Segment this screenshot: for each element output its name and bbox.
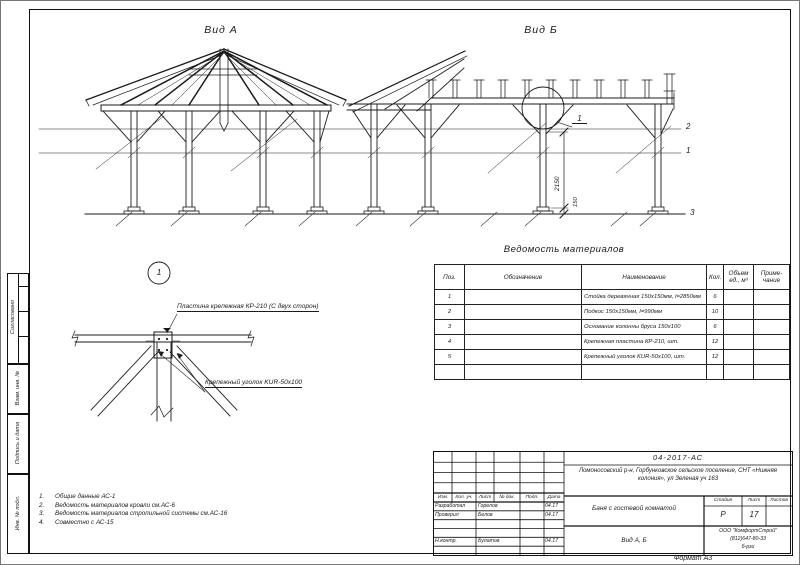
header-kol: Кол. уч. [455, 495, 473, 500]
note-number: 1. [39, 493, 45, 500]
cell-name: Основание колонны бруса 150х100 [582, 320, 707, 335]
general-notes [39, 493, 227, 527]
note-text: Ведомость материалов кровли см.АС-6 [55, 501, 176, 509]
checked-date: 04.17 [545, 511, 558, 518]
header-data: Дата [547, 495, 561, 500]
cell-pos: 2 [435, 305, 465, 320]
cell-pos: 3 [435, 320, 465, 335]
developed-date: 04.17 [545, 503, 558, 509]
cell-designation [465, 365, 582, 380]
company-phone: (812)647-80-33 [730, 536, 766, 542]
header-stage: Стадия [713, 498, 733, 503]
cell-volume [724, 290, 754, 305]
cell-name: Стойка деревянная 150х150мм, l=2850мм [582, 290, 707, 305]
cell-qty: 10 [707, 305, 724, 320]
cell-pos [435, 365, 465, 380]
view-b-label: Вид Б [524, 24, 558, 36]
cell-volume [724, 365, 754, 380]
cell-name [582, 365, 707, 380]
table-row [435, 320, 790, 335]
cell-qty: 12 [707, 335, 724, 350]
strip-label-vzam: Взам. инв. № [15, 370, 21, 406]
cell-volume [724, 305, 754, 320]
level-marker-3: 3 [690, 208, 695, 217]
sheet-number-value: 17 [749, 510, 759, 519]
cell-volume [724, 335, 754, 350]
developed-name: Горелов [478, 503, 498, 509]
note-text: Ведомость материалов стропильной системы см.АС-16 [55, 510, 228, 518]
cell-name: Крепежный уголок KUR-50х100, шт. [582, 350, 707, 365]
table-row [435, 290, 790, 305]
developed-label: Разработал [435, 503, 466, 509]
document-number: 04-2017-АС [652, 453, 704, 462]
project-address: Ломоносовский р-н, Горбунковское сельское поселение, СНТ «Нижняя колония», ул Зеленая уч 163 [578, 468, 777, 482]
note-text: Совместно с АС-15 [55, 518, 114, 526]
col-header-volume: Объем ед., м³ [724, 265, 754, 290]
note-text: Общие данные АС-1 [55, 493, 116, 500]
header-list: Лист [478, 495, 492, 500]
dim-base-150: 150 [573, 197, 579, 207]
note-item [39, 493, 227, 502]
cell-qty: 6 [707, 290, 724, 305]
view-a-label: Вид А [204, 24, 238, 36]
cell-name: Подкос 150х150мм, l=990мм [582, 305, 707, 320]
cell-pos: 1 [435, 290, 465, 305]
header-podp: Подп. [525, 495, 539, 500]
col-header-qty: Кол. [707, 265, 724, 290]
note-item [39, 519, 227, 528]
table-row [435, 365, 790, 380]
cell-name: Крепежная пластина КР-210, шт. [582, 335, 707, 350]
sheet-view-title: Вид А, Б [621, 537, 647, 544]
strip-divider [18, 286, 29, 287]
cell-qty: 6 [707, 320, 724, 335]
dim-height-2150: 2150 [554, 176, 561, 191]
project-title: Баня с гостевой комнатой [592, 505, 676, 512]
strip-label-inv: Инв. № подл. [15, 495, 21, 531]
strip-divider [18, 336, 29, 337]
cell-qty: 12 [707, 350, 724, 365]
cell-qty [707, 365, 724, 380]
cell-note [754, 290, 790, 305]
cell-note [754, 350, 790, 365]
header-sheet: Лист [747, 498, 761, 503]
col-header-name: Наименование [582, 265, 707, 290]
header-sheets: Листов [770, 498, 788, 503]
cell-pos: 4 [435, 335, 465, 350]
level-marker-2: 2 [686, 122, 691, 131]
level-marker-1: 1 [686, 146, 691, 155]
cell-designation [465, 350, 582, 365]
col-header-designation: Обозначение [465, 265, 582, 290]
materials-table-title: Ведомость материалов [503, 244, 625, 255]
ncontrol-name: Булатов [478, 538, 500, 544]
note-item [39, 502, 227, 511]
table-row [435, 335, 790, 350]
note-number: 4. [39, 518, 45, 526]
format-label: Формат А3 [673, 555, 713, 562]
table-row [435, 305, 790, 320]
strip-label-podpis: Подпись и дата [15, 421, 21, 465]
detail-bubble-number: 1 [156, 267, 162, 277]
detail-angle-label: Крепежный уголок KUR-50x100 [205, 379, 303, 386]
cell-volume [724, 350, 754, 365]
cell-note [754, 320, 790, 335]
header-izm: Изм. [437, 495, 449, 500]
cell-designation [465, 320, 582, 335]
cell-designation [465, 305, 582, 320]
note-number: 2. [39, 501, 45, 509]
cell-note [754, 305, 790, 320]
header-doc: № док. [499, 495, 515, 500]
table-row [435, 350, 790, 365]
strip-label-agreed: Согласовано [10, 299, 16, 335]
ncontrol-date: 04.17 [545, 538, 558, 544]
strip-divider [18, 311, 29, 312]
materials-table [434, 264, 790, 380]
title-block [433, 451, 793, 556]
checked-name: Белов [478, 511, 493, 518]
note-number: 3. [39, 510, 45, 518]
cell-designation [465, 335, 582, 350]
col-header-note: Приме- чание [754, 265, 790, 290]
detail-reference-number: 1 [572, 114, 587, 124]
col-header-pos: Поз. [435, 265, 465, 290]
detail-plate-label: Пластина крепежная КР-210 (С двух сторон) [177, 303, 319, 310]
cell-designation [465, 290, 582, 305]
cell-note [754, 335, 790, 350]
materials-header-row [435, 265, 790, 290]
cell-volume [724, 320, 754, 335]
company-name: ООО "КомфортСтрой" [719, 528, 777, 534]
ncontrol-label: Н.контр. [435, 538, 457, 544]
cell-pos: 5 [435, 350, 465, 365]
stage-value: Р [720, 510, 726, 519]
cell-note [754, 365, 790, 380]
company-extra: б-рзи [741, 544, 755, 550]
note-item [39, 510, 227, 519]
checked-label: Проверил [435, 511, 459, 518]
